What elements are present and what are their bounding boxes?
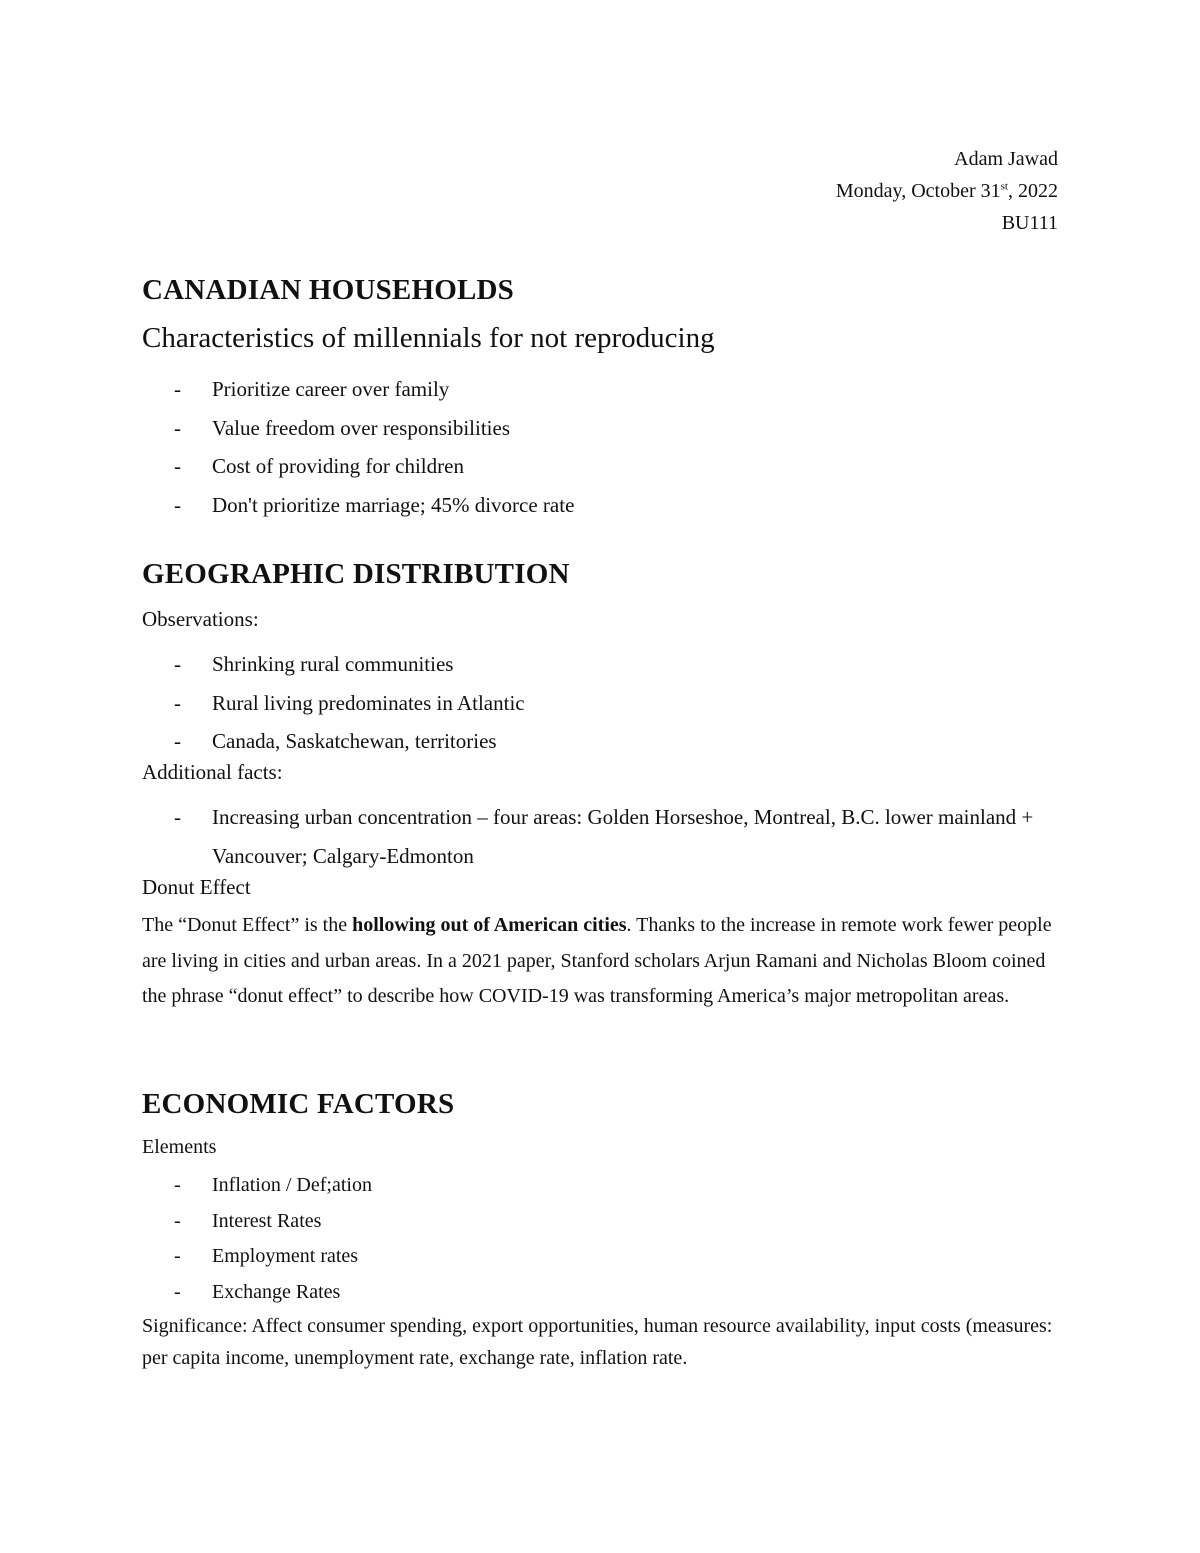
section-title-households: CANADIAN HOUSEHOLDS bbox=[142, 274, 514, 306]
observations-list bbox=[142, 645, 525, 761]
list-item: - Don't prioritize marriage; 45% divorce rate bbox=[174, 492, 575, 517]
document-header bbox=[836, 143, 1058, 239]
list-item: - Prioritize career over family bbox=[174, 377, 450, 401]
section-title-geographic: GEOGRAPHIC DISTRIBUTION bbox=[142, 558, 570, 590]
list-item: - Increasing urban concentration – four areas: Golden Horseshoe, Montreal, B.C. lower mainland + Vancouver; Calgary-Edmonton bbox=[174, 805, 1034, 868]
section-title-economic: ECONOMIC FACTORS bbox=[142, 1088, 455, 1120]
list-item: - Value freedom over responsibilities bbox=[174, 415, 510, 440]
section-subtitle-millennials: Characteristics of millennials for not reproducing bbox=[142, 322, 715, 354]
additional-facts-list bbox=[142, 798, 1058, 875]
list-item: - Interest Rates bbox=[174, 1209, 322, 1232]
economic-elements-list bbox=[142, 1168, 372, 1310]
author-name: Adam Jawad bbox=[954, 148, 1058, 170]
millennials-list bbox=[142, 370, 574, 524]
document-date: Monday, October 31st, 2022 bbox=[835, 180, 1058, 202]
donut-effect-paragraph: The “Donut Effect” is the hollowing out of American cities. Thanks to the increase in remote work fewer people are living in cities and urban areas. In a 2021 paper, Stanford scholars Arjun Ramani and Nicholas Bloom coined the phrase “donut effect” to describe how COVID-19 was transforming America’s major metropolitan areas. bbox=[142, 914, 1052, 1007]
list-item: - Employment rates bbox=[174, 1245, 359, 1267]
significance-paragraph: Significance: Affect consumer spending, export opportunities, human resource availability, input costs (measures: per capita income, unemployment rate, exchange rate, inflation rate. bbox=[142, 1315, 1053, 1369]
list-item: - Rural living predominates in Atlantic bbox=[174, 690, 525, 715]
list-item: - Exchange Rates bbox=[174, 1280, 341, 1303]
list-item: - Cost of providing for children bbox=[174, 454, 464, 478]
list-item: - Inflation / Def;ation bbox=[174, 1174, 372, 1196]
observations-label: Observations: bbox=[142, 607, 259, 631]
course-code: BU111 bbox=[1001, 212, 1058, 234]
donut-effect-label: Donut Effect bbox=[142, 875, 251, 899]
list-item: - Shrinking rural communities bbox=[174, 652, 454, 676]
list-item: - Canada, Saskatchewan, territories bbox=[174, 729, 497, 753]
elements-label: Elements bbox=[142, 1136, 217, 1158]
additional-facts-label: Additional facts: bbox=[142, 760, 283, 784]
